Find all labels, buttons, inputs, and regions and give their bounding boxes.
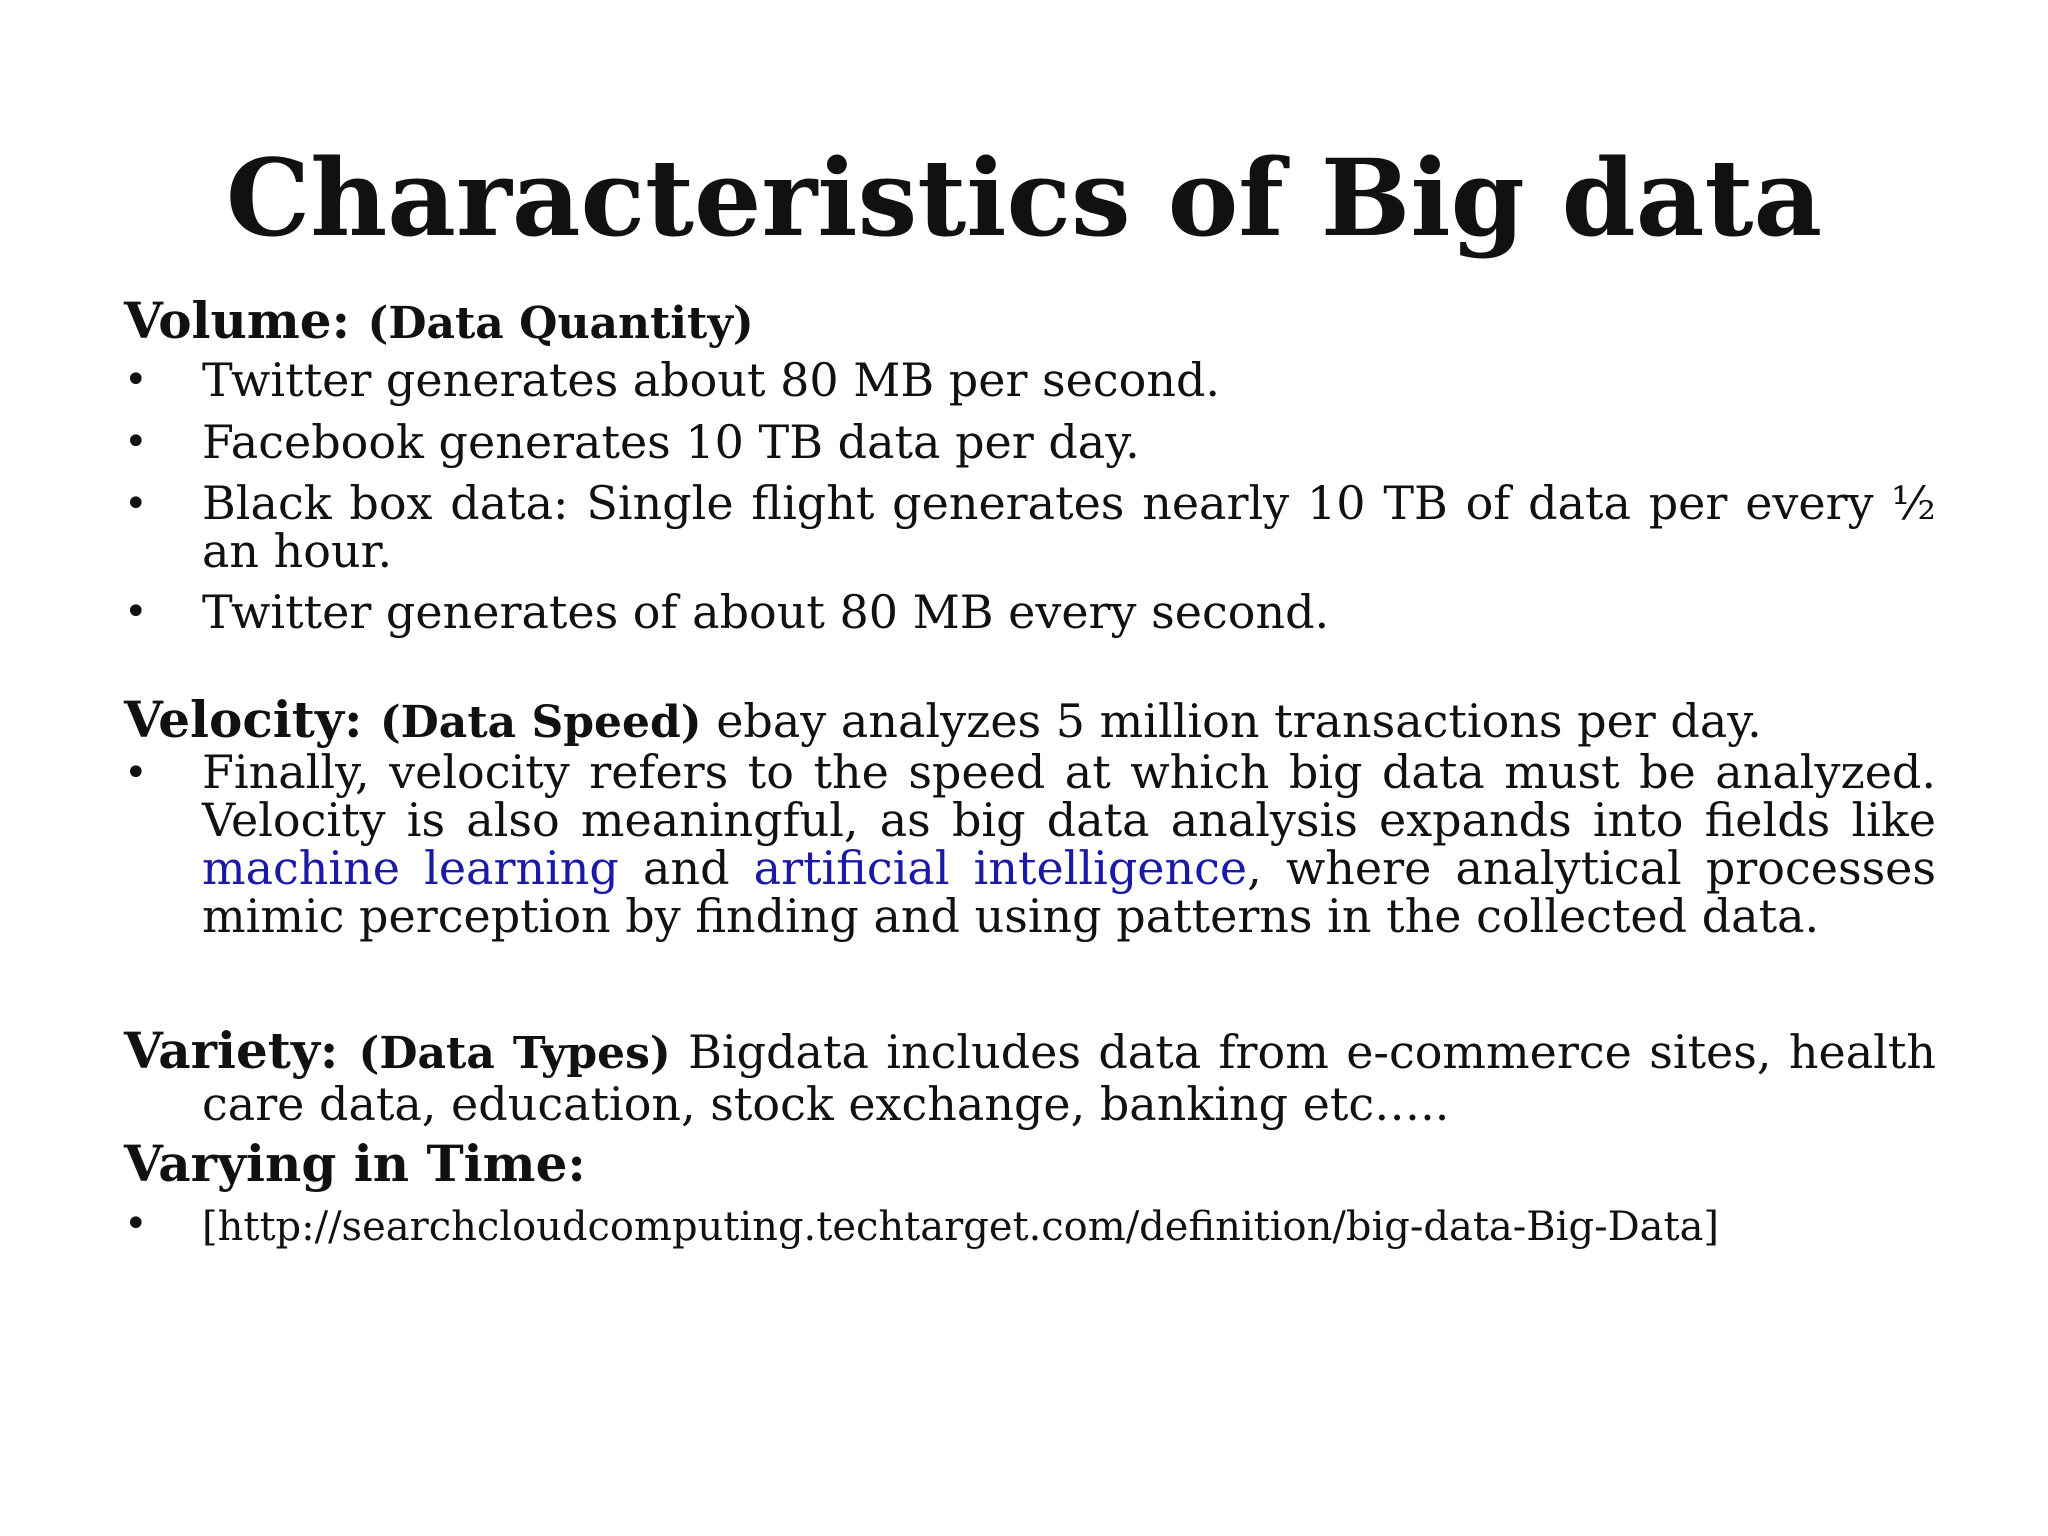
list-item: [124, 587, 1936, 637]
volume-heading: [124, 290, 1936, 355]
bullet-icon: •: [124, 357, 148, 403]
volume-heading-paren: (Data Quantity): [367, 298, 754, 349]
variety-heading-label: Variety:: [124, 1021, 339, 1080]
volume-bullet-text: Twitter generates about 80 MB per second.: [202, 353, 1221, 407]
velocity-bullet-text-1: Finally, velocity refers to the speed at which big data must be analyzed. Velocity is also meaningful, as big data analysis expands into fields like: [202, 745, 1936, 847]
reference-list: [124, 1199, 1936, 1252]
machine-learning-link[interactable]: machine learning: [202, 841, 619, 895]
volume-bullet-text: Facebook generates 10 TB data per day.: [202, 415, 1140, 469]
volume-heading-label: Volume:: [124, 291, 351, 350]
list-item: [124, 476, 1936, 578]
volume-bullet-list: [124, 355, 1936, 637]
list-item: [124, 1199, 1936, 1252]
list-item: [124, 355, 1936, 405]
bullet-icon: •: [124, 589, 148, 635]
volume-bullet-text: Black box data: Single flight generates nearly 10 TB of data per every ½ an hour.: [202, 476, 1936, 578]
velocity-paragraph: [124, 690, 1936, 749]
bullet-icon: •: [124, 750, 148, 796]
bullet-icon: •: [124, 481, 148, 527]
velocity-heading: [124, 690, 702, 749]
list-item: [124, 417, 1936, 467]
bullet-icon: •: [124, 419, 148, 465]
artificial-intelligence-link[interactable]: artificial intelligence: [753, 841, 1248, 895]
spacer: [124, 649, 1936, 695]
slide-title: Characteristics of Big data: [225, 135, 1823, 260]
variety-text: Bigdata includes data from e-commerce sites, health care data, education, stock exchange, banking etc…..: [202, 1025, 1936, 1131]
variety-heading: [124, 1021, 671, 1080]
variety-paragraph: [124, 1021, 1936, 1131]
varying-heading: Varying in Time:: [124, 1134, 586, 1193]
list-item: [124, 745, 1936, 943]
velocity-bullet-text-3: , where analytical processes mimic perception by finding and using patterns in the collected data.: [202, 841, 1936, 943]
variety-heading-paren: (Data Types): [358, 1028, 671, 1079]
slide-content: [124, 290, 1936, 1264]
reference-link[interactable]: [http://searchcloudcomputing.techtarget.com/definition/big-data-Big-Data]: [202, 1204, 1720, 1250]
bullet-icon: •: [124, 1201, 148, 1247]
velocity-bullet-text-2: and: [618, 841, 754, 895]
spacer: [124, 952, 1936, 1026]
volume-bullet-text: Twitter generates of about 80 MB every second.: [202, 585, 1330, 639]
velocity-heading-label: Velocity:: [124, 690, 363, 749]
velocity-lead-text: ebay analyzes 5 million transactions per day.: [701, 694, 1762, 748]
velocity-heading-paren: (Data Speed): [379, 697, 702, 748]
velocity-bullet-list: [124, 745, 1936, 943]
